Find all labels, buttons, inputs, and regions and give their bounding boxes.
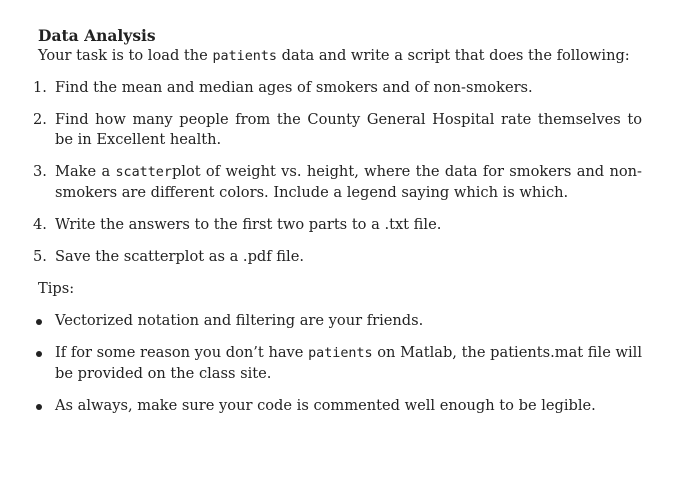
intro-paragraph bbox=[38, 46, 642, 67]
tip-text-after: on Matlab, the patients.mat file will be provided on the class site. bbox=[55, 344, 642, 382]
task-number: 5. bbox=[33, 248, 47, 265]
task-item-3 bbox=[33, 162, 642, 203]
document-page bbox=[33, 26, 642, 428]
task-text: Find how many people from the County General Hospital rate themselves to be in Excellent health. bbox=[55, 111, 642, 148]
task-item-2 bbox=[33, 110, 642, 150]
task-text: Find the mean and median ages of smokers and of non-smokers. bbox=[55, 79, 533, 96]
tip-item-1 bbox=[38, 311, 642, 331]
task-item-4 bbox=[33, 215, 642, 235]
task-item-1 bbox=[33, 78, 642, 98]
intro-text-before: Your task is to load the bbox=[38, 47, 213, 64]
tip-item-2 bbox=[38, 343, 642, 384]
intro-code-patients: patients bbox=[212, 49, 277, 64]
tip-text: Vectorized notation and filtering are your friends. bbox=[55, 312, 424, 329]
bullet-icon bbox=[36, 351, 42, 357]
task-number: 1. bbox=[33, 79, 47, 96]
task-text-before: Make a bbox=[55, 163, 116, 180]
section-heading: Data Analysis bbox=[38, 26, 156, 45]
tip-text-before: If for some reason you don’t have bbox=[55, 344, 309, 361]
task-text-after: plot of weight vs. height, where the data for smokers and non-smokers are different colors. Include a legend saying which is which. bbox=[55, 163, 642, 201]
tip-text: As always, make sure your code is commented well enough to be legible. bbox=[55, 397, 596, 414]
task-list bbox=[33, 78, 642, 267]
task-number: 2. bbox=[33, 111, 47, 128]
task-number: 4. bbox=[33, 216, 47, 233]
task-text: Save the scatterplot as a .pdf file. bbox=[55, 248, 304, 265]
task-number: 3. bbox=[33, 163, 47, 180]
bullet-icon bbox=[36, 404, 42, 410]
intro-text-after: data and write a script that does the following: bbox=[276, 47, 630, 64]
tip-code-patients: patients bbox=[308, 346, 373, 361]
bullet-icon bbox=[36, 319, 42, 325]
task-code-scatter: scatter bbox=[115, 165, 172, 180]
tip-item-3 bbox=[38, 396, 642, 416]
tips-list bbox=[38, 311, 642, 416]
task-item-5 bbox=[33, 247, 642, 267]
tips-label: Tips: bbox=[38, 280, 75, 297]
task-text: Write the answers to the first two parts to a .txt file. bbox=[55, 216, 442, 233]
